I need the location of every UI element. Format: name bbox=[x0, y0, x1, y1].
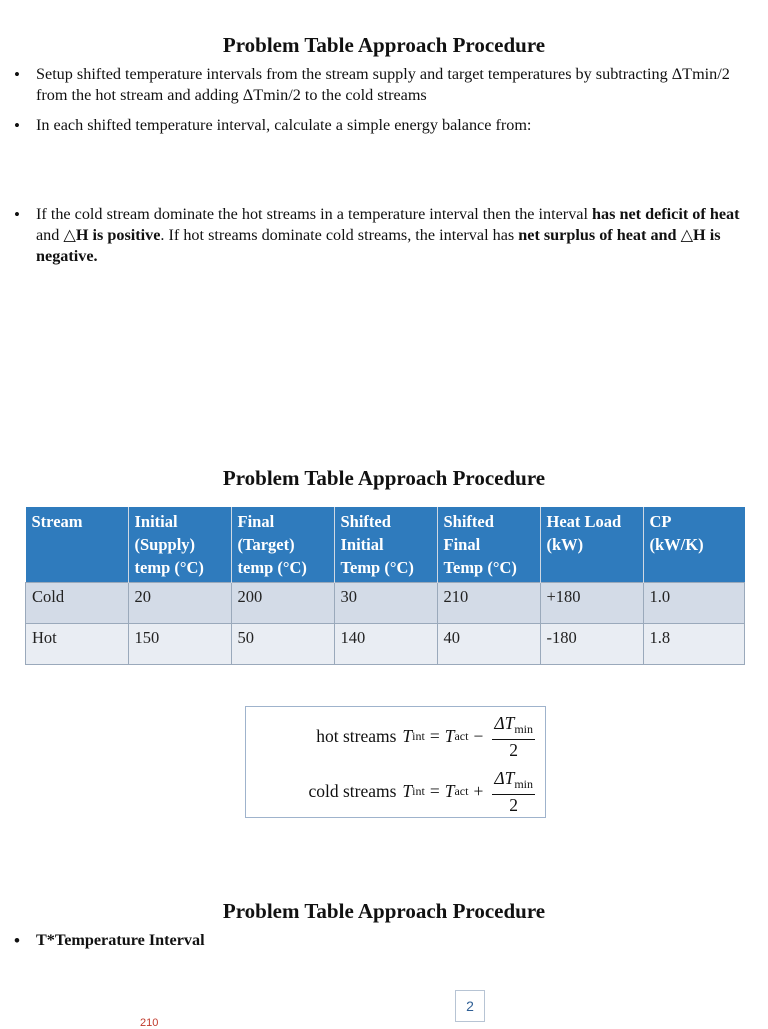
table-row bbox=[26, 583, 745, 624]
table-cell: 30 bbox=[334, 583, 437, 624]
formula-var: T bbox=[402, 726, 413, 746]
fraction-denominator: 2 bbox=[509, 740, 519, 760]
table-row bbox=[26, 624, 745, 665]
formula-op: − bbox=[473, 726, 484, 746]
formula-label: cold streams bbox=[308, 781, 397, 801]
table-cell: 140 bbox=[334, 624, 437, 665]
bullet-text: T*Temperature Interval bbox=[36, 931, 205, 949]
formula-sub: int bbox=[412, 729, 425, 743]
formula-fraction bbox=[492, 768, 535, 815]
fraction-numerator: $\Delta T_{min}$ bbox=[492, 713, 535, 740]
header-cp: CP (kW/K) bbox=[643, 507, 745, 583]
formula-sub: int bbox=[412, 784, 425, 798]
header-initial: Initial (Supply) temp (°C) bbox=[128, 507, 231, 583]
table-cell: 50 bbox=[231, 624, 334, 665]
formula-label: hot streams bbox=[316, 726, 397, 746]
table-cell: 40 bbox=[437, 624, 540, 665]
shift-formula-box bbox=[245, 706, 546, 818]
header-final: Final (Target) temp (°C) bbox=[231, 507, 334, 583]
bullet-deficit-surplus bbox=[14, 204, 754, 267]
table-cell: 1.8 bbox=[643, 624, 745, 665]
bullet-text bbox=[36, 204, 754, 267]
formula-var: T bbox=[402, 781, 413, 801]
formula-op: = bbox=[429, 781, 440, 801]
table-cell: Hot bbox=[26, 624, 129, 665]
bullet-energy-balance bbox=[14, 115, 754, 136]
formula-op: = bbox=[429, 726, 440, 746]
text-part: and bbox=[36, 226, 64, 244]
bold-positive: △H is positive bbox=[63, 226, 161, 244]
bullet-text: Setup shifted temperature intervals from the stream supply and target temperatures by subtracting ΔTmin/2 from the hot stream and adding ΔTmin/2 to the cold streams bbox=[36, 65, 730, 104]
header-heat-load: Heat Load (kW) bbox=[540, 507, 643, 583]
bold-surplus: net surplus of heat and △H is negative. bbox=[36, 226, 721, 265]
formula-sub: act bbox=[454, 729, 469, 743]
formula-fraction bbox=[492, 713, 535, 760]
section-title-3: Problem Table Approach Procedure bbox=[222, 899, 546, 923]
bullet-dot: • bbox=[14, 116, 20, 135]
fraction-denominator: 2 bbox=[509, 795, 519, 815]
text-part: . If hot streams dominate cold streams, the interval has bbox=[160, 226, 519, 244]
section-title-1: Problem Table Approach Procedure bbox=[222, 33, 546, 57]
table-cell: -180 bbox=[540, 624, 643, 665]
header-stream: Stream bbox=[26, 507, 129, 583]
bullet-dot: • bbox=[14, 931, 20, 950]
formula-var: T bbox=[444, 726, 455, 746]
hot-stream-formula bbox=[316, 713, 535, 760]
table-cell: 150 bbox=[128, 624, 231, 665]
header-shifted-final: Shifted Final Temp (°C) bbox=[437, 507, 540, 583]
formula-sub: act bbox=[454, 784, 469, 798]
partial-axis-label: 210 bbox=[140, 1017, 159, 1029]
table-cell: Cold bbox=[26, 583, 129, 624]
table-cell: 1.0 bbox=[643, 583, 745, 624]
formula-op: + bbox=[473, 781, 484, 801]
bullet-temperature-interval bbox=[14, 930, 754, 951]
table-cell: 200 bbox=[231, 583, 334, 624]
cold-stream-formula bbox=[308, 768, 535, 815]
table-cell: +180 bbox=[540, 583, 643, 624]
formula-var: T bbox=[444, 781, 455, 801]
bold-deficit: has net deficit of heat bbox=[592, 205, 740, 223]
bullet-text: In each shifted temperature interval, calculate a simple energy balance from: bbox=[36, 116, 532, 134]
table-cell: 210 bbox=[437, 583, 540, 624]
bullet-dot: • bbox=[14, 205, 20, 224]
page-number-badge[interactable]: 2 bbox=[455, 990, 485, 1022]
text-part: If the cold stream dominate the hot streams in a temperature interval then the interval bbox=[36, 205, 593, 223]
bullet-shifted-intervals bbox=[14, 64, 754, 106]
stream-data-table bbox=[25, 507, 745, 665]
bullet-dot: • bbox=[14, 65, 20, 84]
table-cell: 20 bbox=[128, 583, 231, 624]
header-shifted-initial: Shifted Initial Temp (°C) bbox=[334, 507, 437, 583]
section-title-2: Problem Table Approach Procedure bbox=[222, 466, 546, 490]
fraction-numerator: $\Delta T_{min}$ bbox=[492, 768, 535, 795]
table-header-row bbox=[26, 507, 745, 583]
